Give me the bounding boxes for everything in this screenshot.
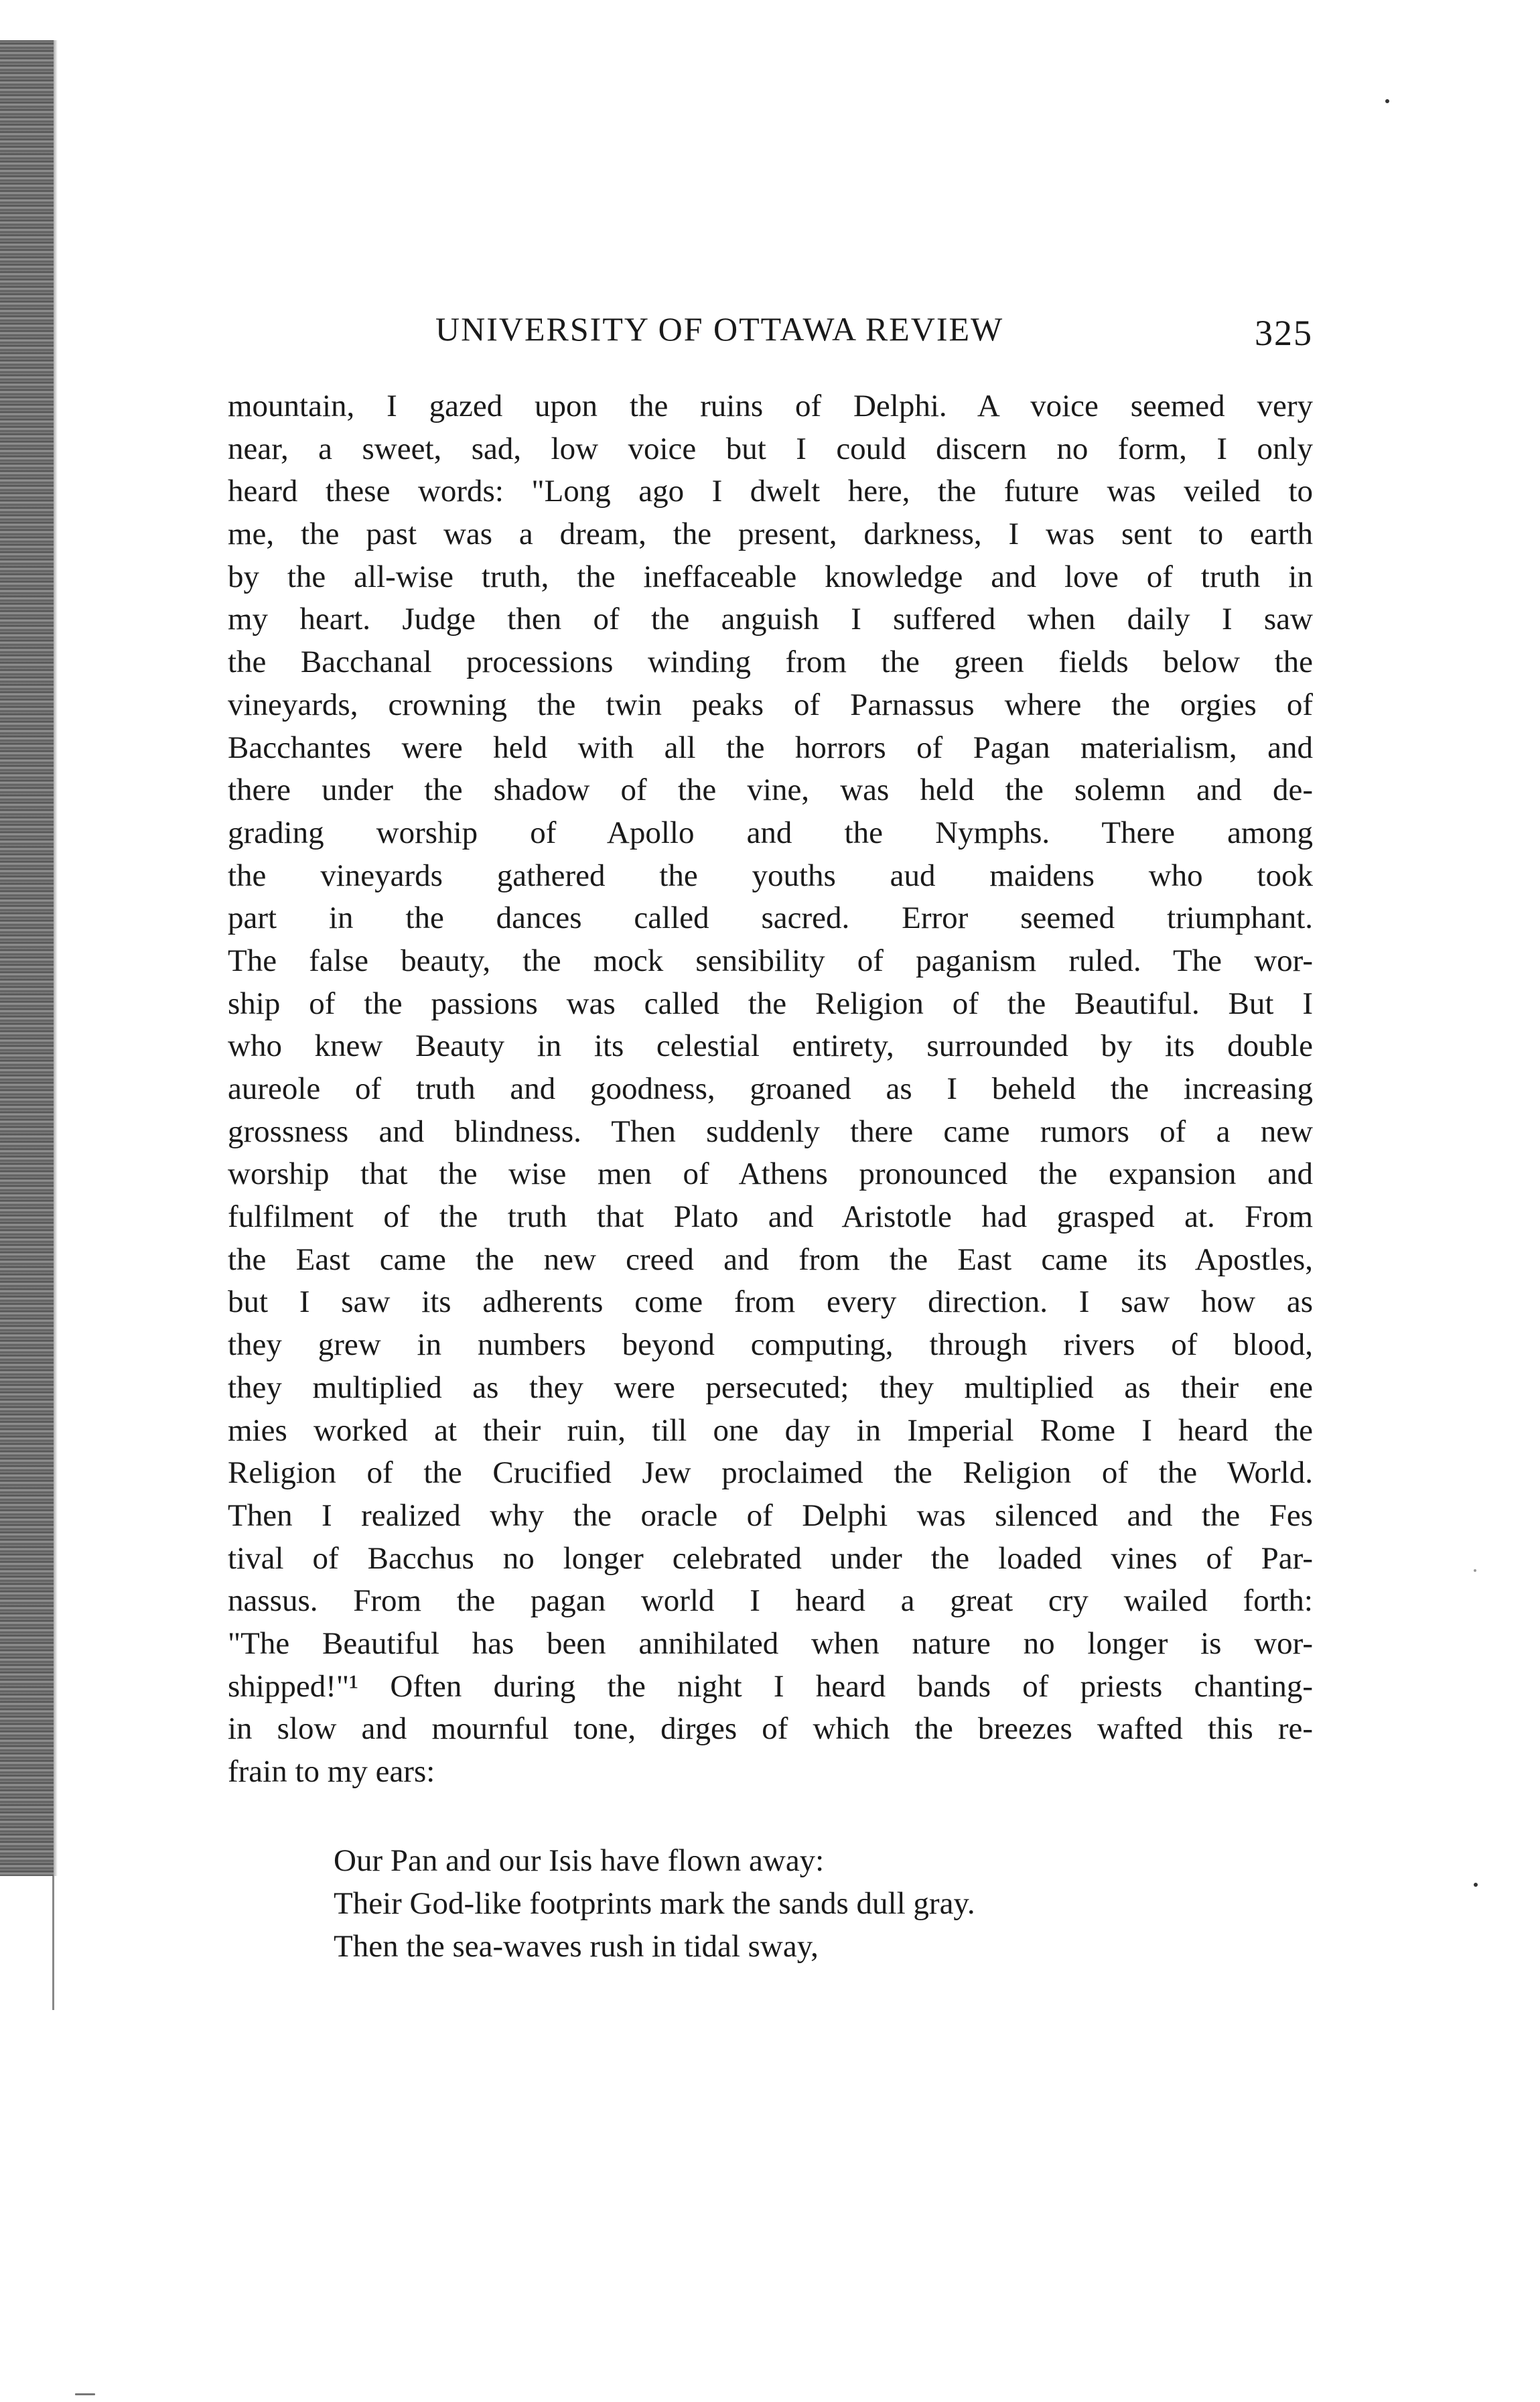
text-line: nassus. From the pagan world I heard a great cry wailed forth: (228, 1583, 1313, 1619)
text-line: The false beauty, the mock sensibility of paganism ruled. The wor- (228, 943, 1313, 978)
verse-quotation (334, 1839, 1204, 1968)
text-line: mies worked at their ruin, till one day in Imperial Rome I heard the (228, 1412, 1313, 1448)
text-line: there under the shadow of the vine, was held the solemn and de- (228, 773, 1313, 808)
scanned-binding-edge-tail (52, 1876, 54, 2010)
text-line: grossness and blindness. Then suddenly there came rumors of a new (228, 1114, 1313, 1149)
text-line: Then I realized why the oracle of Delphi was silenced and the Fes (228, 1497, 1313, 1533)
text-line: aureole of truth and goodness, groaned as I beheld the increasing (228, 1071, 1313, 1106)
text-line: vineyards, crowning the twin peaks of Parnassus where the orgies of (228, 687, 1313, 722)
text-line: me, the past was a dream, the present, darkness, I was sent to earth (228, 517, 1313, 552)
text-line: in slow and mournful tone, dirges of which the breezes wafted this re- (228, 1711, 1313, 1747)
text-line: by the all-wise truth, the ineffaceable knowledge and love of truth in (228, 559, 1313, 594)
verse-line: Our Pan and our Isis have flown away: (334, 1843, 825, 1878)
text-line: near, a sweet, sad, low voice but I could discern no form, I only (228, 431, 1313, 466)
text-line: they grew in numbers beyond computing, through rivers of blood, (228, 1327, 1313, 1363)
running-head: UNIVERSITY OF OTTAWA REVIEW (435, 310, 1004, 348)
text-line: worship that the wise men of Athens pronounced the expansion and (228, 1156, 1313, 1192)
text-line: shipped!"¹ Often during the night I heard bands of priests chanting- (228, 1668, 1313, 1704)
scan-speck (1474, 1883, 1478, 1887)
scanned-binding-edge (0, 40, 54, 1876)
verse-line: Then the sea-waves rush in tidal sway, (334, 1929, 819, 1964)
page-number: 325 (1255, 313, 1313, 353)
text-line: "The Beautiful has been annihilated when nature no longer is wor- (228, 1625, 1313, 1661)
scan-speck (1474, 1569, 1476, 1572)
body-text (228, 385, 1313, 1794)
text-line: Bacchantes were held with all the horrors of Pagan materialism, and (228, 730, 1313, 765)
verse-line: Their God-like footprints mark the sands dull gray. (334, 1886, 975, 1921)
text-line: heard these words: "Long ago I dwelt here, the future was veiled to (228, 474, 1313, 509)
text-line: tival of Bacchus no longer celebrated under the loaded vines of Par- (228, 1540, 1313, 1576)
text-line: part in the dances called sacred. Error seemed triumphant. (228, 900, 1313, 936)
text-line: but I saw its adherents come from every direction. I saw how as (228, 1284, 1313, 1320)
text-line: who knew Beauty in its celestial entirety, surrounded by its double (228, 1028, 1313, 1064)
scan-speck (75, 2393, 95, 2395)
text-line: the Bacchanal processions winding from the green fields below the (228, 645, 1313, 680)
text-line: the vineyards gathered the youths aud maidens who took (228, 858, 1313, 893)
text-line: they multiplied as they were persecuted; they multiplied as their ene (228, 1370, 1313, 1405)
text-line: mountain, I gazed upon the ruins of Delphi. A voice seemed very (228, 389, 1313, 423)
text-line: Religion of the Crucified Jew proclaimed the Religion of the World. (228, 1455, 1313, 1491)
scan-speck (1385, 99, 1389, 103)
text-line: fulfilment of the truth that Plato and Aristotle had grasped at. From (228, 1199, 1313, 1235)
text-line: frain to my ears: (228, 1754, 435, 1789)
text-line: the East came the new creed and from the East came its Apostles, (228, 1242, 1313, 1277)
text-line: ship of the passions was called the Religion of the Beautiful. But I (228, 986, 1313, 1021)
text-line: my heart. Judge then of the anguish I suffered when daily I saw (228, 602, 1313, 637)
page-header (228, 310, 1313, 363)
text-line: grading worship of Apollo and the Nymphs. There among (228, 815, 1313, 850)
